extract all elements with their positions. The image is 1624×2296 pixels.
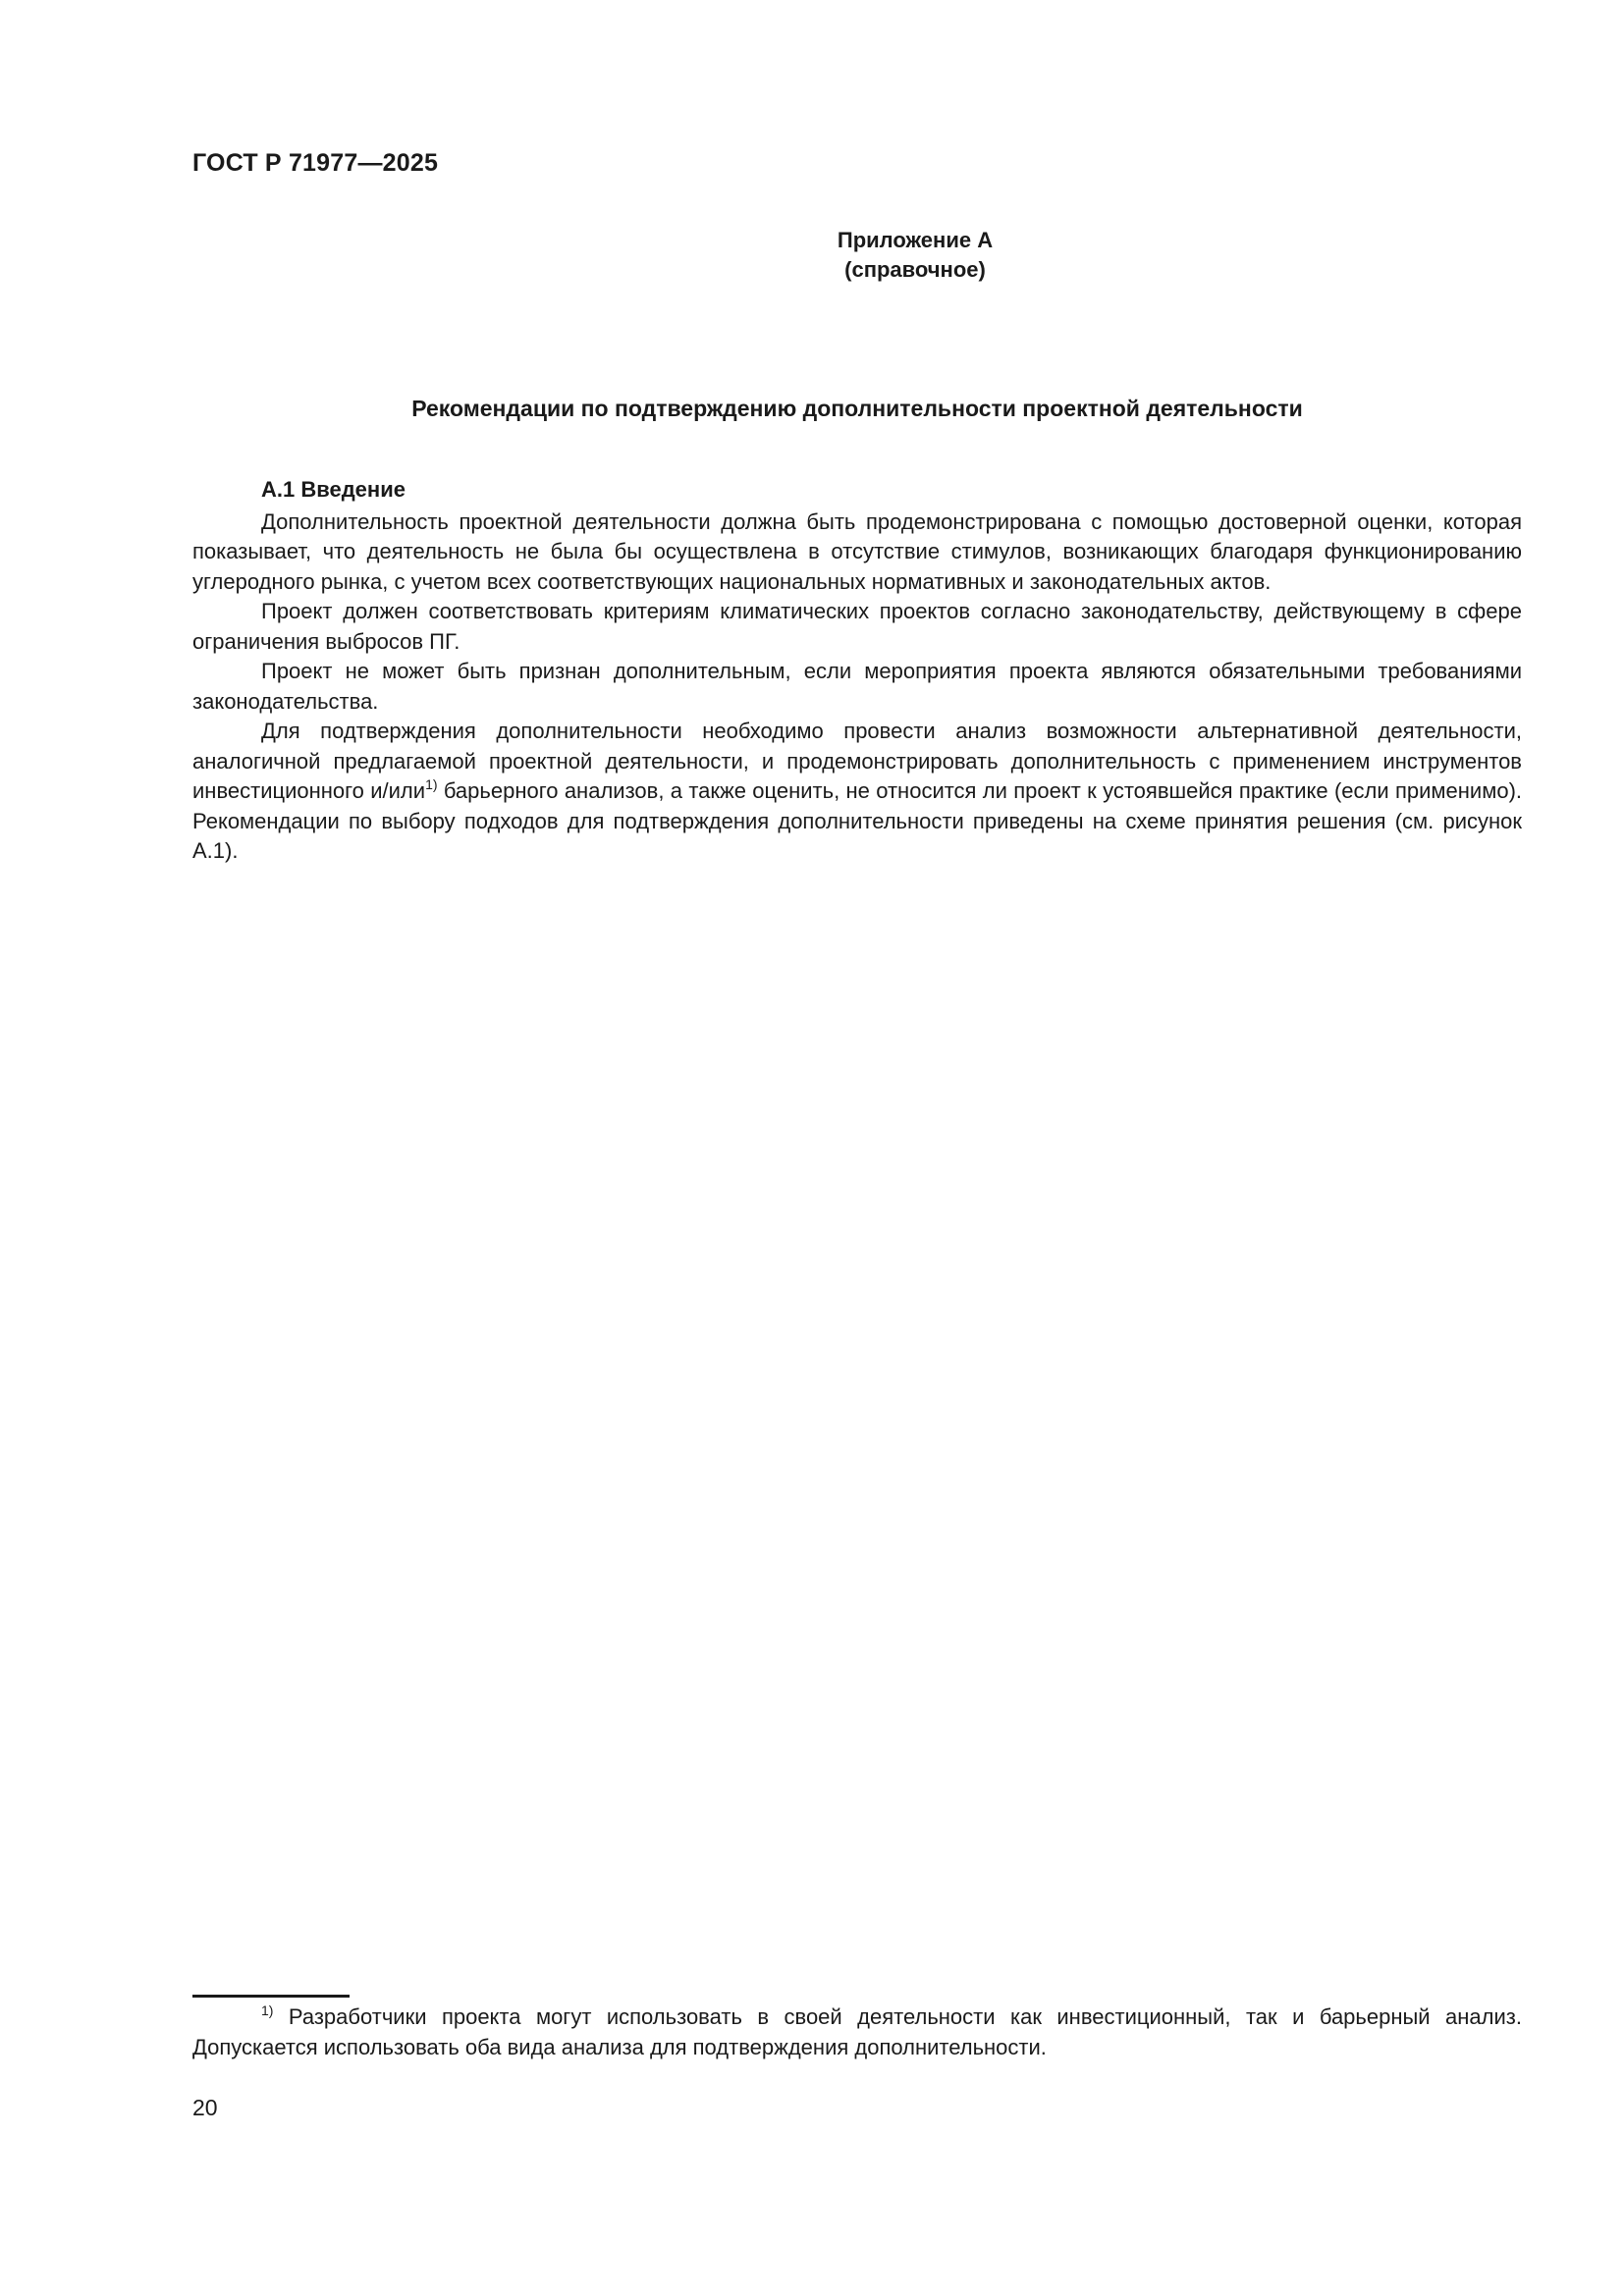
appendix-heading [0,226,1624,285]
appendix-title: Рекомендации по подтверждению дополнительности проектной деятельности [411,396,1303,421]
paragraph-text: барьерного анализов, а также оценить, не относится ли проект к устоявшейся практике (если применимо). Рекомендации по выбору подходов для подтверждения дополнительности приведены на схеме принятия решения (см. рисунок А.1). [192,778,1523,863]
appendix-type: (справочное) [844,257,986,282]
footnote [192,2002,1522,2062]
document-code: ГОСТ Р 71977—2025 [192,149,439,177]
section-introduction [192,475,1522,867]
footnote-text: Разработчики проекта могут использовать в своей деятельности как инвестиционный, так и барьерный анализ. Допускается использовать оба вида анализа для подтверждения дополнительности. [192,2004,1522,2059]
page-number: 20 [192,2095,218,2120]
appendix-label: Приложение А [837,228,994,252]
footnote-marker: 1) [261,2002,274,2018]
section-heading: А.1 Введение [261,477,406,502]
footnote-paragraph [192,2002,1522,2062]
paragraph: Проект не может быть признан дополнительным, если мероприятия проекта являются обязательными требованиями законодательства. [192,659,1522,714]
footnote-reference[interactable]: 1) [425,776,438,792]
paragraph: Проект должен соответствовать критериям климатических проектов согласно законодательству, действующему в сфере ограничения выбросов ПГ. [192,599,1522,654]
paragraph [192,717,1522,867]
paragraph: Дополнительность проектной деятельности должна быть продемонстрирована с помощью достоверной оценки, которая показывает, что деятельность не была бы осуществлена в отсутствие стимулов, возникающих благодаря функционированию углеродного рынка, с учетом всех соответствующих национальных нормативных и законодательных актов. [192,508,1522,594]
footnote-divider [192,1995,350,1998]
paragraph-text: Для подтверждения дополнительности необходимо провести анализ возможности альтернативной деятельности, аналогичной предлагаемой проектной деятельности, и продемонстрировать дополнительность с применением инструментов инвестиционного и/или [192,719,1522,803]
